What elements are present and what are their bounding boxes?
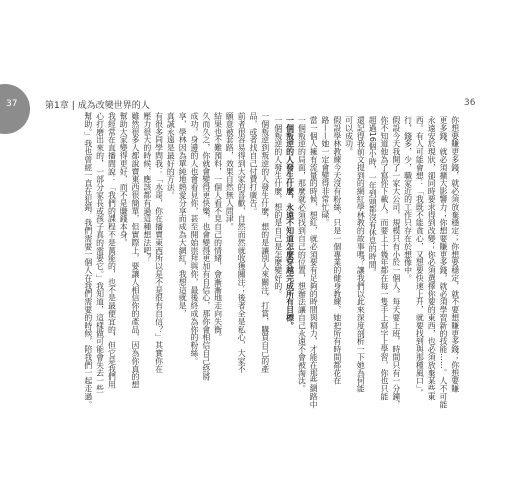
text-line: 結果也不難預料，一個人看不見自己的情緒，會漸漸地走向失衡。 [213, 112, 223, 342]
text-line: 路——她一定會變得非常忙碌。 [320, 116, 330, 227]
left-page-text [82, 112, 271, 409]
left-page-number: 37 [6, 99, 18, 109]
right-page-number: 36 [464, 98, 476, 108]
text-line: 一個叛逆的局面，那麼就必須找到自己的位置，想辦法讓自己永遠不會被淘汰。 [297, 116, 307, 393]
text-line: 我經常在直播間說：「我們的課程不是萬能的，也不是最便宜的，但它是我們用 [107, 112, 117, 389]
text-line: 行，錢多，少，職家近的工作只存在於想像中。 [403, 116, 413, 282]
text-line: 西。有人可能會想：「我既不能貪心，又想要快速上升，就要找到與那種風口」。 [415, 116, 425, 397]
text-line: 一個叛逆的人發生什麼，想的是自己是怎麼變好的。 [273, 116, 283, 298]
text-line: 成功，身邊的人也會看見你，甚至開始崇拜與你，最後終成為你的粉絲。 [189, 112, 199, 365]
text-line: 還記得我前文提到的網紅學林教的故事嗎？讓我們以此來深度剖析一下她為何能 [356, 116, 366, 393]
text-line: 你想要賺更多錢，就必須放棄穩定；你想要穩定，就不要想賺更多錢；你想要賺 [450, 116, 460, 393]
right-page-text [272, 116, 461, 409]
text-line: 雖然很多人都說賣東西很簡單，但實際上，要讓人相信你的產品，因為你真的想 [130, 112, 140, 389]
chapter-heading: 第1章 | 成為改變世界的人 [45, 101, 150, 111]
text-line: 久而久之，你就會變得更快樂，也會變得更加有自信心，那你會相信自己終將 [201, 112, 211, 381]
page-number-tab [0, 84, 30, 134]
text-line: 一個叛逆到叛逆的人發生什麼，想的是讓別人來關注，打賞，購買自己的產 [260, 112, 270, 373]
text-line: 壓力很大的時候，應該都有過這種想法吧？ [142, 112, 152, 263]
text-line: 你不知道他為了寫你下載人，而要上十幾年都在每一隻手上寫字上學習，你也只能 [379, 116, 389, 401]
bold-text-line: 一個叛逆的人發生什麼，永遠不知道怎麼穿越完成所有目標。 [285, 116, 295, 330]
text-line: 超過16個小時，一年到頭都沒有休息的時間。 [368, 116, 378, 277]
chapter-label: 第1章 [45, 101, 69, 111]
chapter-title: 成為改變世界的人 [77, 101, 150, 111]
text-line: 假設今天我開了一家大公司，規模只有小於一個人，每天要上班，時間只有一分鐘， [391, 116, 401, 409]
text-line: 更多錢，就必須擴大影響力；你想要賺更多錢，就必須學習新的技能……。人不可能 [438, 116, 448, 409]
text-line: 當一個人擁有流量的時候，想紅，就必須要有足夠的時間與精力，才能在那些網路中 [309, 116, 319, 409]
text-line: 前者很容易得到大家的喜歡，自然而然就收獲關注；後者全是私心，大家不 [237, 112, 247, 373]
text-line: 心打磨出來的，一部分家長或孩子真的需要它。」我知道，這樣做可能會失去一些 [95, 112, 105, 393]
text-line: 可以成功。 [344, 116, 354, 156]
text-line: 永遠安於現狀，卻同時要求得到改變；你必須選擇你要的東西，也必須放棄某些東 [427, 116, 437, 401]
text-line: 有很多同學問我：「水哥，你在播賣東西所以是不是很有自信？」其實你在 [154, 112, 164, 373]
text-line: 假設學林教練今天沒有粉絲，只是一個專業的健身教練，她把所有時間都花在 [332, 116, 342, 385]
text-line: 真誠永遠是最好的方法。 [166, 112, 176, 199]
text-line: 幫助大家變得更好，而不是賺錢本身。 [119, 112, 129, 247]
text-line: 幫助。」我也曾經一直在犯錯，我們需要一個人在我們需要的時候，陪我們一起走過。 [83, 112, 93, 409]
text-line: 享，學林因為單純地熱愛分享而成為大網紅，我想這就是， [178, 112, 188, 318]
text-line: 品，或者找自己付費打廣告。 [248, 112, 258, 215]
text-line: 願意被套路，效果自然無人問津。 [225, 112, 235, 231]
